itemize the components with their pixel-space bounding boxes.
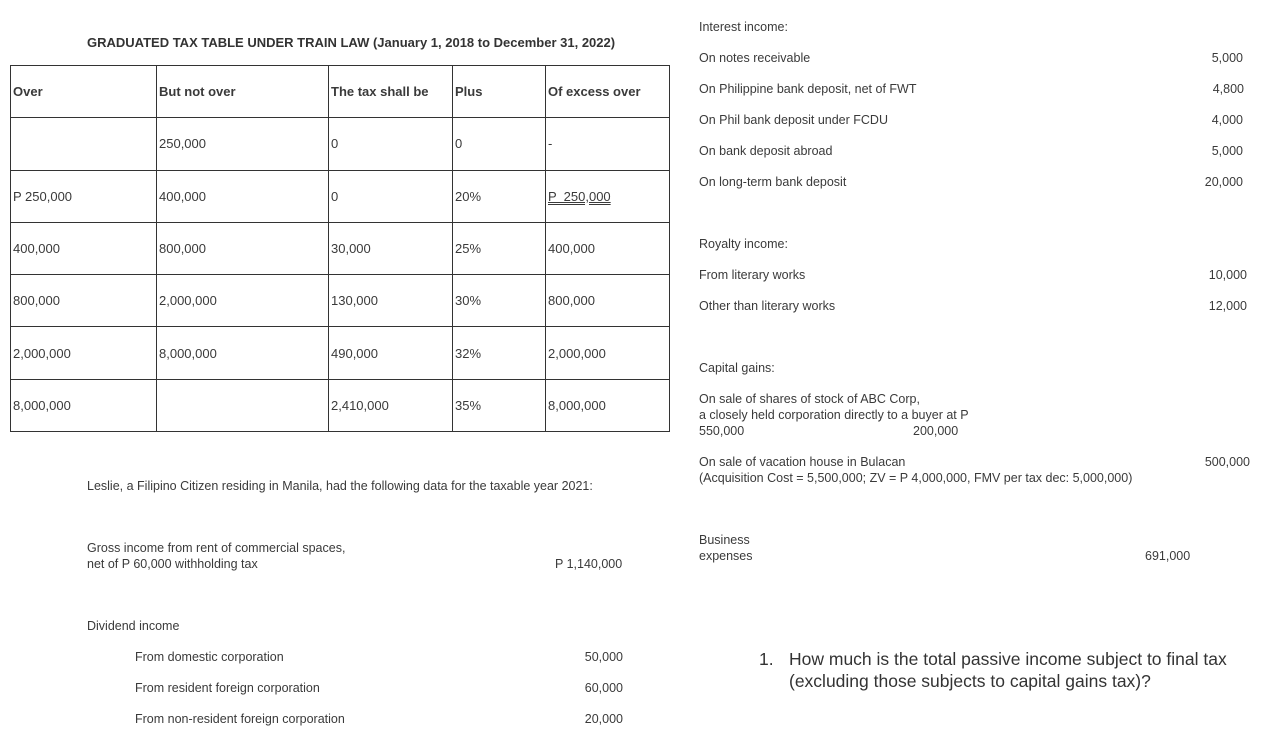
table-cell: 800,000 xyxy=(157,222,329,274)
table-cell xyxy=(11,118,157,170)
table-cell: 400,000 xyxy=(546,222,670,274)
question-line2: (excluding those subjects to capital gains tax)? xyxy=(789,671,1151,691)
table-cell: P 250,000 xyxy=(11,170,157,222)
table-cell: 800,000 xyxy=(546,275,670,327)
table-cell: 0 xyxy=(453,118,546,170)
royalty-label: From literary works xyxy=(699,268,806,282)
table-cell: 0 xyxy=(329,118,453,170)
gross-rent-label-line1: Gross income from rent of commercial spaces, xyxy=(87,541,346,555)
table-row xyxy=(11,379,670,431)
table-cell xyxy=(157,379,329,431)
table-row xyxy=(11,170,670,222)
dividend-label: From domestic corporation xyxy=(135,650,284,664)
header-excess-over: Of excess over xyxy=(546,66,670,118)
table-cell: - xyxy=(546,118,670,170)
table-cell: 2,000,000 xyxy=(546,327,670,379)
interest-label: On notes receivable xyxy=(699,51,811,65)
shares-line1: On sale of shares of stock of ABC Corp, xyxy=(699,392,920,406)
business-value: 691,000 xyxy=(1145,549,1191,563)
table-cell: 2,410,000 xyxy=(329,379,453,431)
royalty-value: 12,000 xyxy=(1208,299,1247,313)
header-over: Over xyxy=(11,66,157,118)
question-number: 1. xyxy=(759,649,774,669)
interest-label: On long-term bank deposit xyxy=(699,175,847,189)
shares-line3: 550,000 xyxy=(699,424,745,438)
house-line1: On sale of vacation house in Bulacan xyxy=(699,455,906,469)
table-cell: 25% xyxy=(453,222,546,274)
table-cell: 2,000,000 xyxy=(11,327,157,379)
underlined-value: P 250,000 xyxy=(548,188,611,204)
dividend-heading: Dividend income xyxy=(87,619,180,633)
interest-value: 5,000 xyxy=(1211,51,1243,65)
dividend-value: 20,000 xyxy=(584,712,623,726)
business-label-line2: expenses xyxy=(699,549,753,563)
house-value: 500,000 xyxy=(1204,455,1250,469)
dividend-label: From resident foreign corporation xyxy=(135,681,320,695)
royalty-heading: Royalty income: xyxy=(699,237,788,251)
gross-rent-label-line2: net of P 60,000 withholding tax xyxy=(87,557,258,571)
interest-value: 20,000 xyxy=(1204,175,1243,189)
header-plus: Plus xyxy=(453,66,546,118)
table-cell: 8,000,000 xyxy=(11,379,157,431)
table-row xyxy=(11,222,670,274)
royalty-label: Other than literary works xyxy=(699,299,836,313)
dividend-value: 60,000 xyxy=(584,681,623,695)
gross-rent-value: P 1,140,000 xyxy=(555,557,623,571)
business-label-line1: Business xyxy=(699,533,750,547)
case-intro: Leslie, a Filipino Citizen residing in Manila, had the following data for the taxable year 2021: xyxy=(87,479,593,493)
dividend-value: 50,000 xyxy=(584,650,623,664)
header-tax-shall-be: The tax shall be xyxy=(329,66,453,118)
table-cell: 32% xyxy=(453,327,546,379)
table-row xyxy=(11,275,670,327)
interest-value: 4,800 xyxy=(1212,82,1244,96)
tax-table-title: GRADUATED TAX TABLE UNDER TRAIN LAW (January 1, 2018 to December 31, 2022) xyxy=(87,35,616,50)
interest-label: On Phil bank deposit under FCDU xyxy=(699,113,888,127)
table-row xyxy=(11,327,670,379)
table-cell: 2,000,000 xyxy=(157,275,329,327)
table-cell: 490,000 xyxy=(329,327,453,379)
table-cell: 130,000 xyxy=(329,275,453,327)
table-row xyxy=(11,118,670,170)
house-line2: (Acquisition Cost = 5,500,000; ZV = P 4,000,000, FMV per tax dec: 5,000,000) xyxy=(699,471,1133,485)
table-cell: 35% xyxy=(453,379,546,431)
interest-value: 4,000 xyxy=(1211,113,1243,127)
interest-label: On bank deposit abroad xyxy=(699,144,833,158)
shares-value: 200,000 xyxy=(913,424,959,438)
table-cell: 20% xyxy=(453,170,546,222)
interest-label: On Philippine bank deposit, net of FWT xyxy=(699,82,917,96)
table-cell: 800,000 xyxy=(11,275,157,327)
dividend-label: From non-resident foreign corporation xyxy=(135,712,345,726)
table-cell xyxy=(546,170,670,222)
table-cell: 8,000,000 xyxy=(546,379,670,431)
tax-table xyxy=(10,65,670,432)
table-cell: 400,000 xyxy=(11,222,157,274)
header-but-not-over: But not over xyxy=(157,66,329,118)
royalty-value: 10,000 xyxy=(1208,268,1247,282)
table-cell: 30% xyxy=(453,275,546,327)
table-cell: 30,000 xyxy=(329,222,453,274)
table-header-row xyxy=(11,66,670,118)
interest-value: 5,000 xyxy=(1211,144,1243,158)
table-cell: 250,000 xyxy=(157,118,329,170)
shares-line2: a closely held corporation directly to a buyer at P xyxy=(699,408,969,422)
table-cell: 8,000,000 xyxy=(157,327,329,379)
interest-heading: Interest income: xyxy=(699,20,788,34)
table-cell: 400,000 xyxy=(157,170,329,222)
question-line1: How much is the total passive income subject to final tax xyxy=(789,649,1227,669)
capital-gains-heading: Capital gains: xyxy=(699,361,775,375)
table-cell: 0 xyxy=(329,170,453,222)
